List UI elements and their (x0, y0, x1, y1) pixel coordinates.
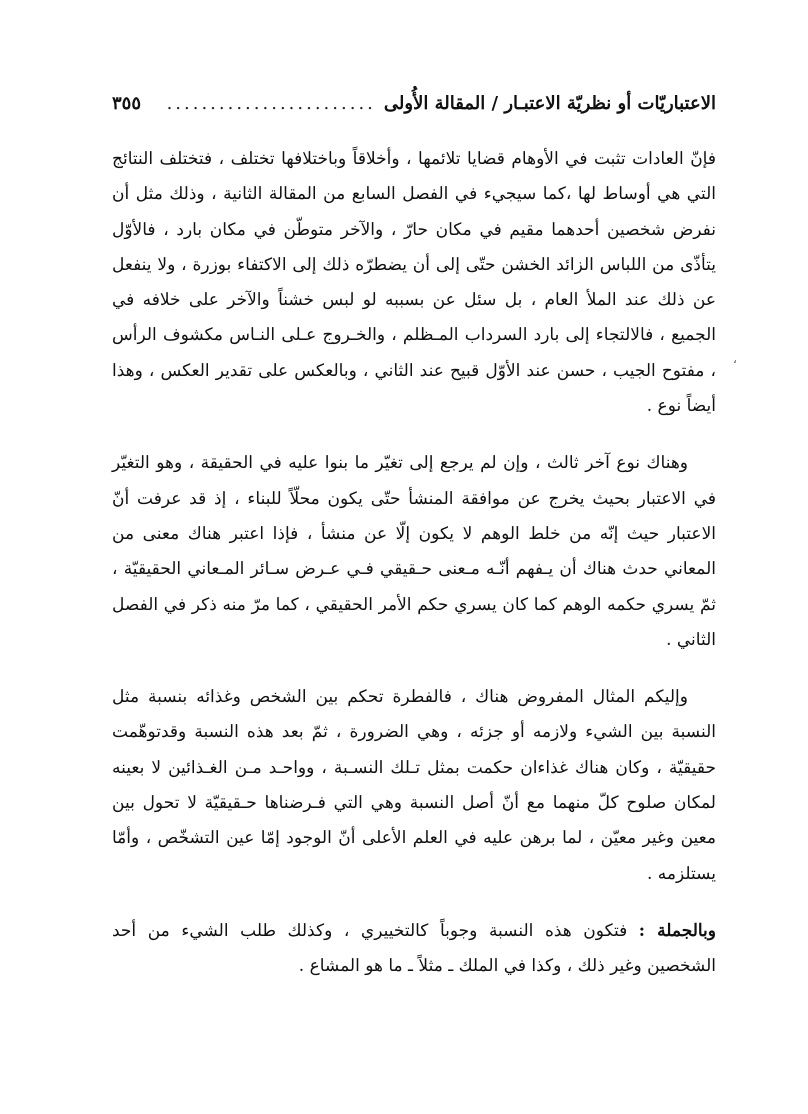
paragraph-1: فإنّ العادات تثبت في الأوهام قضايا تلائمها ، وأخلاقاً وباختلافها تختلف ، فتختلف النتائج التي هي أوساط لها ،كما سيجيء في الفصل السابع من المقالة الثانية ، وذلك مثل أن نفرض شخصين أحدهما مقيم في مكان حارّ ، والآخر متوطّن في مكان بارد ، فالأوّل يتأذّى من اللباس الزائد الخشن حتّى إلى أن يضطرّه ذلك إلى الاكتفاء بوزرة ، ولا ينفعل عن ذلك عند الملأ العام ، بل سئل عن بسببه لو لبس خشناً والآخر على خلافه في الجميع ، فالالتجاء إلى بارد السرداب المـظلم ، والخـروج عـلى النـاس مكشوف الرأس ، مفتوح الجيب ، حسن عند الأوّل قبيح عند الثاني ، وبالعكس على تقدير العكس ، وهذا أيضاً نوع . (112, 149, 716, 417)
paragraph-2: وهناك نوع آخر ثالث ، وإن لم يرجع إلى تغيّر ما بنوا عليه في الحقيقة ، وهو التغيّر في الاعتبار بحيث يخرج عن موافقة المنشأ حتّى يكون محلّاً للبناء ، إذ قد عرفت أنّ الاعتبار حيث إنّه من خلط الوهم لا يكون إلّا عن منشأ ، فإذا اعتبر هناك معنى من المعاني حدث هناك أن يـفهم أنّـه مـعنى حـقيقي فـي عـرض سـائر المـعاني الحقيقيّة ، ثمّ يسري حكمه الوهم كما كان يسري حكم الأمر الحقيقي ، كما مرّ منه ذكر في الفصل الثاني . (112, 453, 716, 650)
chapter-title: الاعتباريّات أو نظريّة الاعتبـار / المقالة الأُولى (383, 92, 716, 114)
leader-dots: ........................ (166, 92, 376, 114)
body-text (112, 142, 716, 985)
page-number: ٣٥٥ (112, 92, 142, 114)
paragraph-3: وإليكم المثال المفروض هناك ، فالفطرة تحكم بين الشخص وغذائه بنسبة مثل النسبة بين الشيء ولازمه أو جزئه ، وهي الضرورة ، ثمّ بعد هذه النسبة وقدتوهّمت حقيقيّة ، وكان هناك غذاءان حكمت بمثل تـلك النسـبة ، وواحـد مـن الغـذائين لا بعينه لمكان صلوح كلّ منهما مع أنّ أصل النسبة وهي التي فـرضناها حـقيقيّة لا تحول بين معين وغير معيّن ، لما برهن عليه في العلم الأعلى أنّ الوجود إمّا عين التشخّص ، وأمّا يستلزمه . (112, 687, 716, 884)
paragraph-4-lead: وبالجملة : (638, 920, 716, 941)
running-header (112, 88, 716, 118)
paragraph-4-text: فتكون هذه النسبة وجوباً كالتخييري ، وكذلك طلب الشيء من أحد الشخصين وغير ذلك ، وكذا في الملك ـ مثلاً ـ ما هو المشاع . (112, 920, 716, 977)
paragraph-4 (112, 914, 716, 985)
margin-mark: ، (733, 352, 737, 366)
